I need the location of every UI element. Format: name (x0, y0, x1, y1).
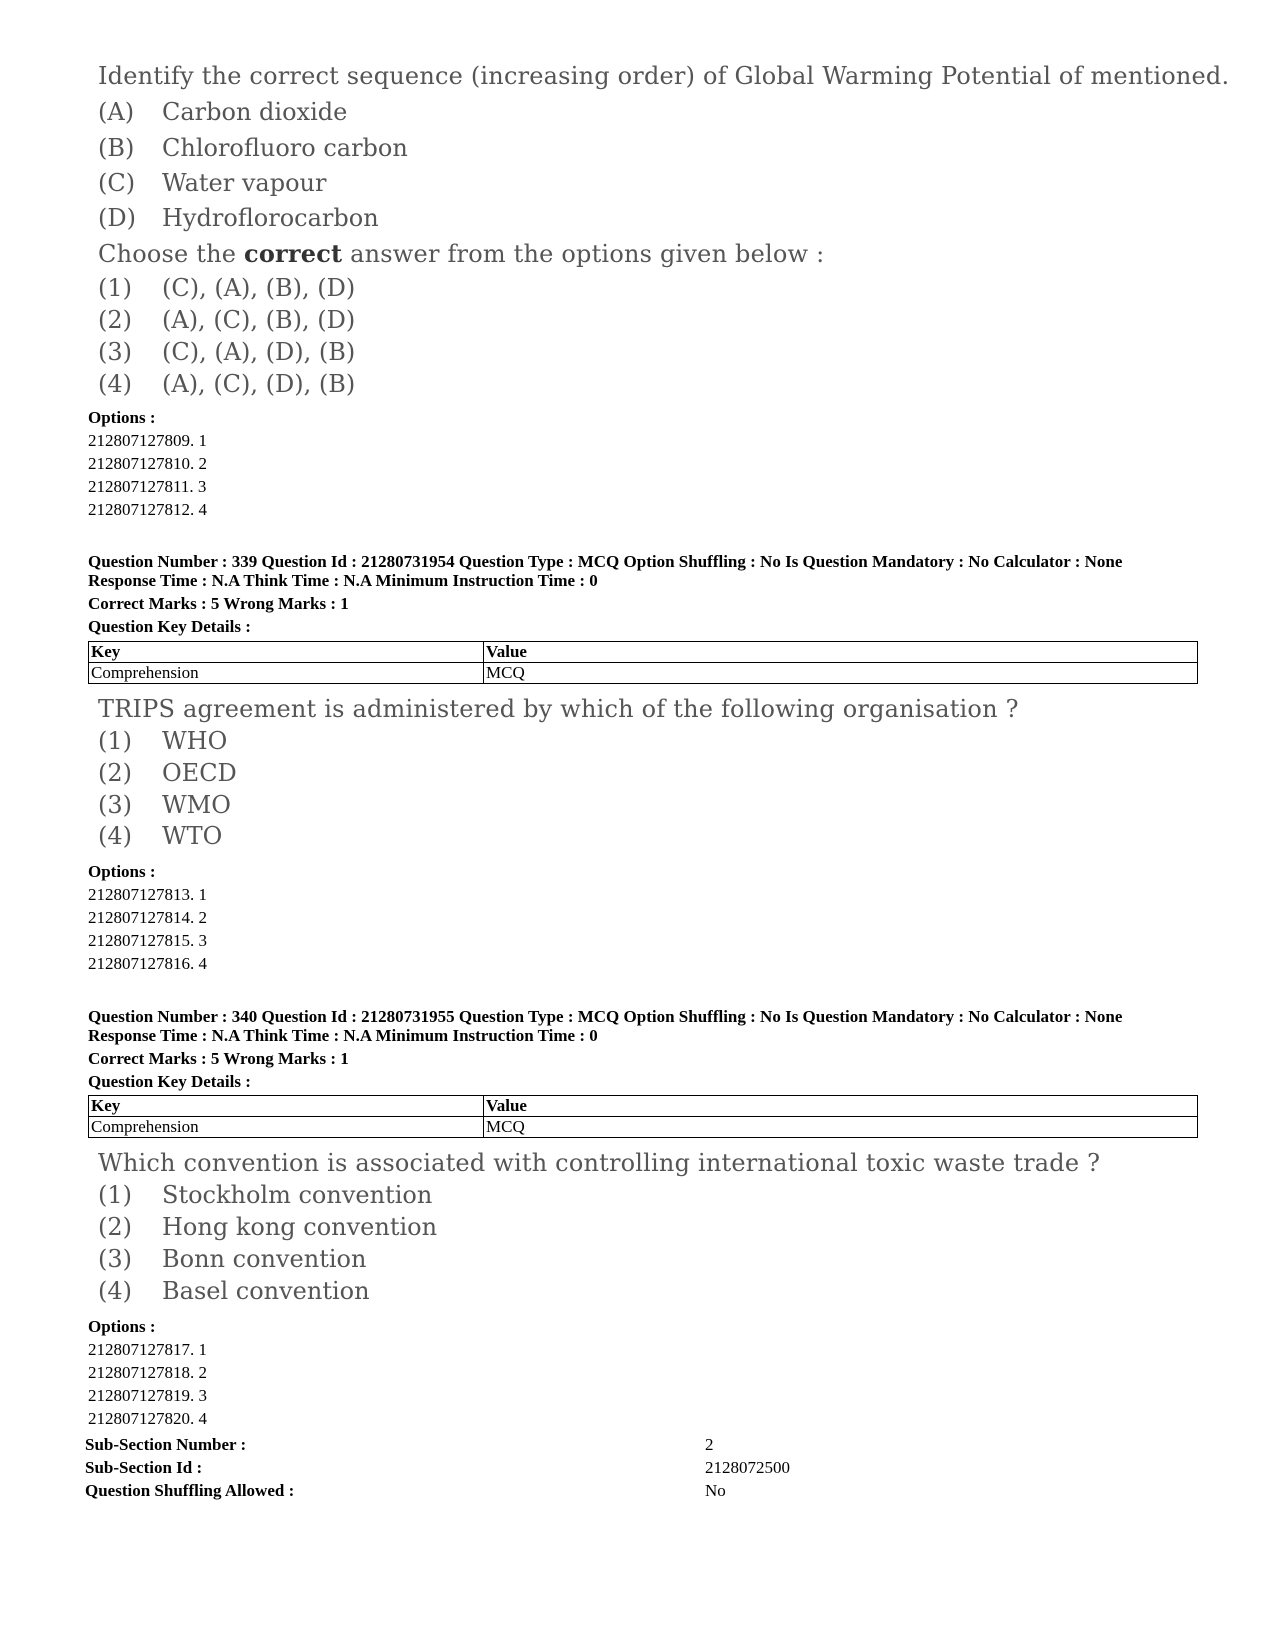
question-339-option-3: 212807127815. 3 (88, 931, 207, 950)
question-339-options-label: Options : (88, 862, 156, 881)
table-header-value: Value (484, 1096, 1198, 1117)
question-340-answer-2: (2) Hong kong convention (98, 1213, 438, 1241)
question-339-marks: Correct Marks : 5 Wrong Marks : 1 (88, 594, 349, 613)
question-338-item-c: (C) Water vapour (98, 169, 327, 197)
question-338-stem: Identify the correct sequence (increasing order) of Global Warming Potential of mentioned. (98, 62, 1230, 90)
subsection-id-value: 2128072500 (705, 1458, 790, 1477)
question-338-answer-2: (2) (A), (C), (B), (D) (98, 306, 356, 334)
table-cell-key: Comprehension (89, 1117, 484, 1138)
question-339-option-4: 212807127816. 4 (88, 954, 207, 973)
question-338-option-4: 212807127812. 4 (88, 500, 207, 519)
question-340-key-details-label: Question Key Details : (88, 1072, 251, 1091)
question-339-option-1: 212807127813. 1 (88, 885, 207, 904)
table-cell-value: MCQ (484, 663, 1198, 684)
question-338-option-3: 212807127811. 3 (88, 477, 207, 496)
table-cell-key: Comprehension (89, 663, 484, 684)
question-338-options-label: Options : (88, 408, 156, 427)
subsection-number-value: 2 (705, 1435, 714, 1454)
table-header-row (89, 642, 1198, 663)
question-338-instruction: Choose the correct answer from the options given below : (98, 239, 825, 268)
question-339-header-line-1: Question Number : 339 Question Id : 21280731954 Question Type : MCQ Option Shuffling : No Is Question Mandatory : No Calculator : None (88, 552, 1123, 571)
question-340-option-3: 212807127819. 3 (88, 1386, 207, 1405)
question-340-option-1: 212807127817. 1 (88, 1340, 207, 1359)
table-row (89, 663, 1198, 684)
question-338-item-a: (A) Carbon dioxide (98, 98, 348, 126)
question-338-item-d: (D) Hydroflorocarbon (98, 204, 379, 232)
question-338-answer-4: (4) (A), (C), (D), (B) (98, 370, 356, 398)
question-340-header-line-2: Response Time : N.A Think Time : N.A Minimum Instruction Time : 0 (88, 1026, 598, 1045)
table-row (89, 1117, 1198, 1138)
question-339-answer-4: (4) WTO (98, 822, 223, 850)
question-340-marks: Correct Marks : 5 Wrong Marks : 1 (88, 1049, 349, 1068)
question-339-key-table (88, 641, 1198, 684)
question-339-answer-3: (3) WMO (98, 791, 231, 819)
question-338-option-2: 212807127810. 2 (88, 454, 207, 473)
question-339-answer-2: (2) OECD (98, 759, 237, 787)
question-338-option-1: 212807127809. 1 (88, 431, 207, 450)
question-shuffling-value: No (705, 1481, 726, 1500)
subsection-number-label: Sub-Section Number : (85, 1435, 247, 1454)
question-339-stem: TRIPS agreement is administered by which of the following organisation ? (98, 695, 1019, 723)
question-340-answer-3: (3) Bonn convention (98, 1245, 367, 1273)
question-shuffling-label: Question Shuffling Allowed : (85, 1481, 295, 1500)
subsection-id-label: Sub-Section Id : (85, 1458, 203, 1477)
table-header-key: Key (89, 1096, 484, 1117)
question-338-answer-3: (3) (C), (A), (D), (B) (98, 338, 356, 366)
question-340-option-4: 212807127820. 4 (88, 1409, 207, 1428)
question-340-key-table (88, 1095, 1198, 1138)
question-340-header-line-1: Question Number : 340 Question Id : 21280731955 Question Type : MCQ Option Shuffling : No Is Question Mandatory : No Calculator : None (88, 1007, 1123, 1026)
question-340-answer-4: (4) Basel convention (98, 1277, 370, 1305)
table-header-row (89, 1096, 1198, 1117)
question-340-answer-1: (1) Stockholm convention (98, 1181, 433, 1209)
question-339-header-line-2: Response Time : N.A Think Time : N.A Minimum Instruction Time : 0 (88, 571, 598, 590)
question-340-options-label: Options : (88, 1317, 156, 1336)
question-340-stem: Which convention is associated with controlling international toxic waste trade ? (98, 1149, 1101, 1177)
question-339-key-details-label: Question Key Details : (88, 617, 251, 636)
table-header-key: Key (89, 642, 484, 663)
question-338-answer-1: (1) (C), (A), (B), (D) (98, 274, 356, 302)
question-339-answer-1: (1) WHO (98, 727, 228, 755)
table-cell-value: MCQ (484, 1117, 1198, 1138)
table-header-value: Value (484, 642, 1198, 663)
question-339-option-2: 212807127814. 2 (88, 908, 207, 927)
question-338-item-b: (B) Chlorofluoro carbon (98, 134, 408, 162)
question-340-option-2: 212807127818. 2 (88, 1363, 207, 1382)
